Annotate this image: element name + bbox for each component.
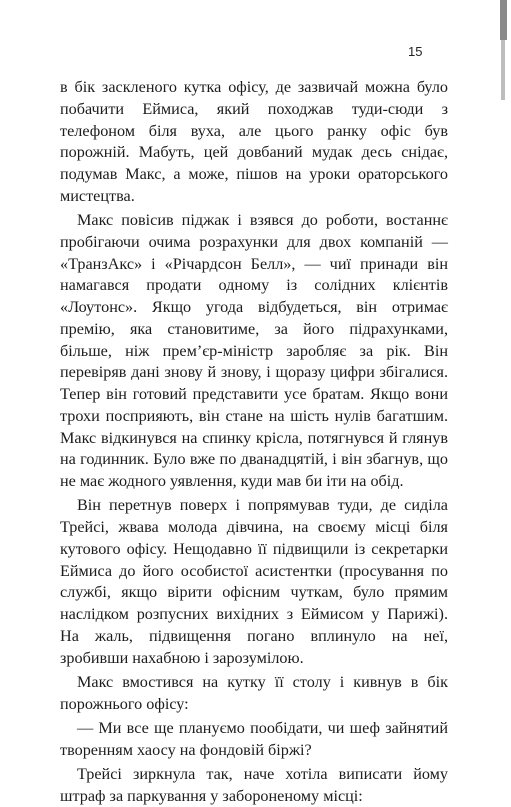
paragraph-6: Трейсі зиркнула так, наче хотіла виписати йому штраф за паркування у забороненому місці: [60, 764, 448, 805]
paragraph-3: Він перетнув поверх і попрямував туди, де сиділа Трейсі, жвава молода дівчина, на своєму місці біля кутового офісу. Нещодавно її підвищили із секретарки Еймиса до його особистої асистентки (просування по службі, якщо вірити офісним чуткам, було прямим наслідком розпусних вихідних з Еймисом у Парижі). На жаль, підвищення погано вплинуло на неї, зробивши нахабною і зарозумілою. [60, 496, 448, 667]
page-edge-shadow-lower [501, 40, 505, 100]
paragraph-1: в бік заскленого кутка офісу, де зазвичай можна було побачити Еймиса, який походжав туди-сюди з телефоном біля вуха, але цього ранку офіс був порожній. Мабуть, цей довбаний мудак десь снідає, подумав Макс, а може, пішов на уроки ораторського мистецтва. [60, 78, 448, 205]
paragraph-2: Макс повісив піджак і взявся до роботи, востаннє пробігаючи очима розрахунки для двох компаній — «ТранзАкс» і «Річардсон Белл», — чиї принади він намагався продати одному із солідних клієнтів «Лоутонс». Якщо угода відбудеться, він отримає премію, яка становитиме, за його підрахунками, більше, ніж прем’єр-міністр заробляє за рік. Він перевіряв дані знову й знову, і щоразу цифри збігалися. Тепер він готовий представити усе братам. Якщо вони трохи посприяють, він стане на шість нулів багатшим. Макс відкинувся на спинку крісла, потягнувся й глянув на годинник. Було вже по дванадцятій, і він збагнув, що не має жодного уявлення, куди мав би іти на обід. [60, 211, 448, 490]
paragraph-5: — Ми все ще плануємо пообідати, чи шеф зайнятий творенням хаосу на фондовій біржі? [60, 718, 448, 759]
page-number: 15 [408, 44, 423, 59]
paragraph-4: Макс вмостився на кутку її столу і кивнув в бік порожнього офісу: [60, 672, 448, 713]
body-text [60, 77, 448, 807]
page-edge-shadow [500, 0, 507, 40]
